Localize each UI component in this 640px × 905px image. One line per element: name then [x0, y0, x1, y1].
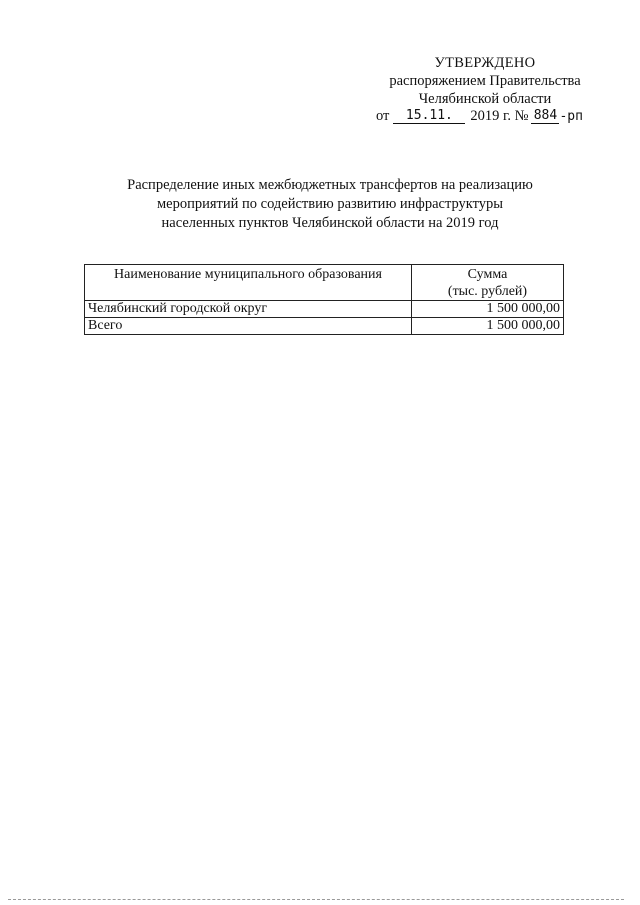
table-header-row: [85, 265, 564, 301]
heading-line-1: Распределение иных межбюджетных трансфертов на реализацию: [127, 177, 533, 193]
document-heading: [90, 176, 570, 233]
approval-title: УТВЕРЖДЕНО: [434, 55, 536, 71]
header-municipality: Наименование муниципального образования: [85, 265, 412, 301]
total-sum: 1 500 000,00: [412, 318, 564, 335]
date-prefix: от: [376, 108, 390, 124]
year-text: 2019 г.: [470, 108, 511, 124]
approval-stamp: [360, 54, 610, 108]
approval-line-2: Челябинской области: [418, 91, 552, 107]
approval-line-1: распоряжением Правительства: [389, 73, 581, 89]
heading-line-3: населенных пунктов Челябинской области на 2019 год: [161, 215, 499, 231]
page-bottom-rule: [8, 899, 624, 901]
total-label: Всего: [85, 318, 412, 335]
number-prefix: №: [514, 108, 529, 124]
approval-date-line: [376, 108, 616, 125]
row-municipality-name: Челябинский городской округ: [85, 301, 412, 318]
header-sum-unit: (тыс. рублей): [447, 284, 528, 299]
table-total-row: [85, 318, 564, 335]
table-row: [85, 301, 564, 318]
document-number: 884: [531, 109, 559, 124]
header-sum: [412, 265, 564, 301]
heading-line-2: мероприятий по содействию развитию инфраструктуры: [156, 196, 504, 212]
distribution-table: [84, 264, 564, 335]
date-value: 15.11.: [393, 109, 465, 124]
row-sum: 1 500 000,00: [412, 301, 564, 318]
number-suffix: -рп: [559, 109, 583, 124]
header-sum-label: Сумма: [467, 267, 508, 282]
